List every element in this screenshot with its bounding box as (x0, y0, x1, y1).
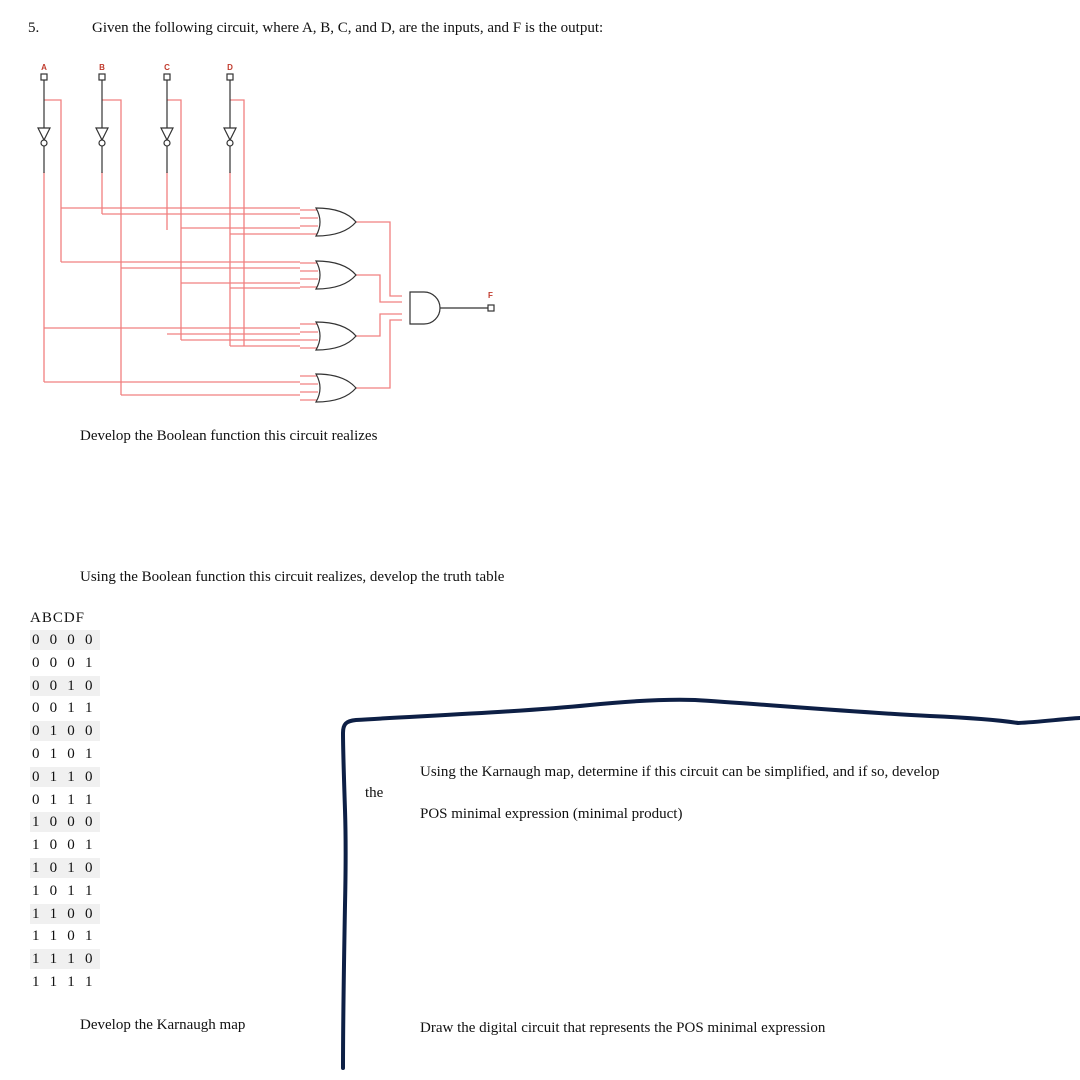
draw-circuit-prompt: Draw the digital circuit that represents the POS minimal expression (420, 1020, 826, 1036)
karnaugh-map-prompt: Develop the Karnaugh map (80, 1017, 246, 1033)
logic-circuit-diagram (0, 50, 520, 410)
or-gate (316, 374, 356, 402)
circuit-gates (38, 74, 494, 402)
truth-table-row: 0 1 1 0 (30, 767, 100, 787)
not-gate (96, 128, 108, 140)
truth-table-row: 0 0 1 0 (30, 676, 100, 696)
hand-drawn-bracket-line (343, 700, 1080, 1068)
truth-table-row: 0 1 0 1 (32, 745, 96, 762)
question-prompt: Given the following circuit, where A, B, C, and D, are the inputs, and F is the output: (92, 20, 604, 36)
truth-table-row: 0 1 1 1 (32, 791, 96, 808)
truth-table-row: 0 1 0 0 (30, 721, 100, 741)
truth-table-row: 1 1 1 1 (32, 973, 96, 990)
not-gate-bubble (227, 140, 233, 146)
or-to-and-wire (356, 314, 402, 336)
truth-table-row: 0 0 0 1 (32, 654, 96, 671)
not-gate-bubble (164, 140, 170, 146)
truth-table-row: 0 0 1 1 (32, 700, 96, 717)
input-branch-wire (44, 100, 61, 262)
simplify-prompt: Using the Karnaugh map, determine if this circuit can be simplified, and if so, develop (420, 764, 940, 780)
truth-table-row: 1 1 1 0 (30, 949, 100, 969)
circuit-labels (41, 63, 493, 300)
input-pin (164, 74, 170, 80)
or-to-and-wire (356, 275, 402, 302)
simplify-prompt-continuation: the (365, 785, 384, 801)
or-gate (316, 322, 356, 350)
not-gate (161, 128, 173, 140)
pos-expression-prompt: POS minimal expression (minimal product) (420, 806, 683, 822)
truth-table-row: 1 0 1 1 (32, 882, 96, 899)
not-gate-bubble (41, 140, 47, 146)
truth-table-row: 1 0 1 0 (30, 858, 100, 878)
not-gate-bubble (99, 140, 105, 146)
truth-table-header: ABCDF (30, 610, 86, 626)
output-pin (488, 305, 494, 311)
circuit-wires (44, 100, 402, 400)
not-gate (224, 128, 236, 140)
or-to-and-wire (356, 320, 402, 388)
input-label: A (41, 63, 47, 72)
and-gate (410, 292, 440, 324)
question-number: 5. (28, 20, 40, 36)
output-label: F (488, 291, 493, 300)
truth-table-prompt: Using the Boolean function this circuit realizes, develop the truth table (80, 569, 505, 585)
input-label: B (99, 63, 105, 72)
truth-table-row: 1 1 0 0 (30, 904, 100, 924)
input-label: C (164, 63, 170, 72)
truth-table-row: 1 0 0 0 (30, 812, 100, 832)
truth-table-row: 0 0 0 0 (30, 630, 100, 650)
truth-table-row: 1 1 0 1 (32, 928, 96, 945)
input-pin (41, 74, 47, 80)
truth-table (30, 630, 100, 995)
boolean-function-prompt: Develop the Boolean function this circuit realizes (80, 428, 378, 444)
or-gate (316, 208, 356, 236)
input-label: D (227, 63, 233, 72)
truth-table-row: 1 0 0 1 (32, 837, 96, 854)
or-to-and-wire (356, 222, 402, 296)
input-pin (227, 74, 233, 80)
input-pin (99, 74, 105, 80)
or-gate (316, 261, 356, 289)
not-gate (38, 128, 50, 140)
